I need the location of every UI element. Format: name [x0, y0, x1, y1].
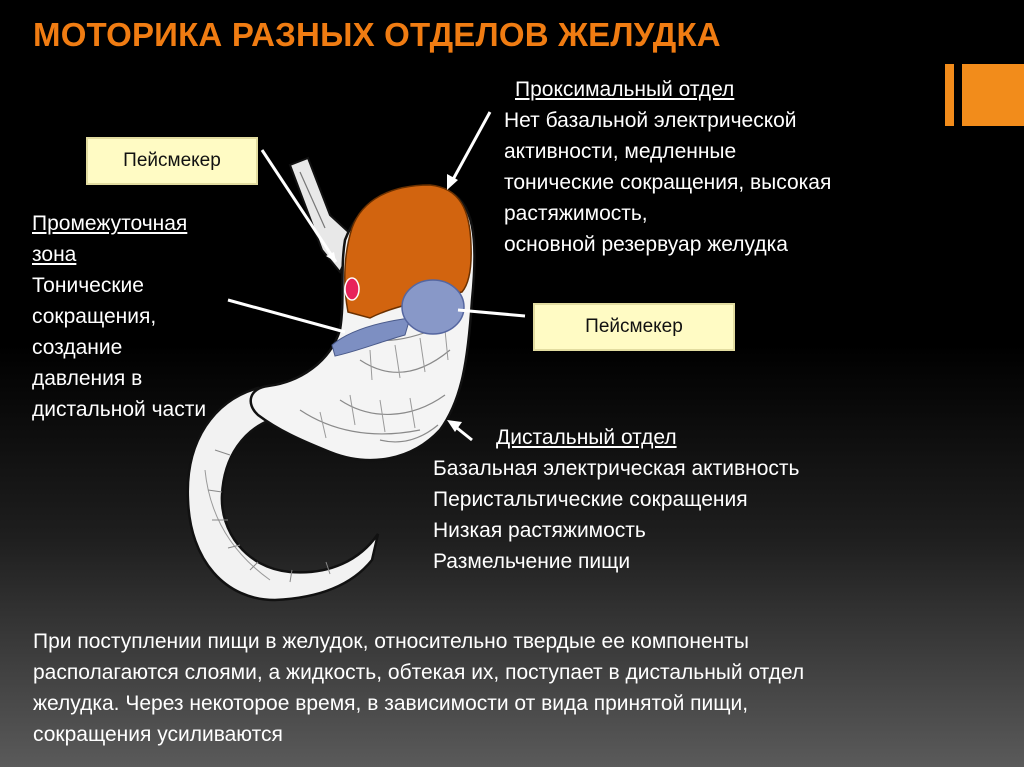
distal-line: Базальная электрическая активность	[433, 457, 800, 480]
pacemaker-label-right	[533, 303, 735, 351]
pacemaker-label-top	[86, 137, 258, 185]
distal-line: Размельчение пищи	[433, 550, 631, 573]
pacemaker-dot	[345, 278, 359, 300]
pointer-line-intermediate	[228, 300, 345, 332]
footer-line: располагаются слоями, а жидкость, обтекая их, поступает в дистальный отдел	[33, 661, 805, 684]
gas-bubble	[402, 280, 464, 334]
proximal-line: Нет базальной электрической	[504, 109, 797, 132]
proximal-line: основной резервуар желудка	[504, 233, 788, 256]
distal-heading: Дистальный отдел	[496, 426, 677, 449]
pointer-line-proximal	[450, 112, 490, 185]
intermediate-heading: зона	[32, 243, 77, 266]
proximal-line: растяжимость,	[504, 202, 648, 225]
intermediate-line: Тонические	[32, 274, 144, 297]
intermediate-section	[32, 208, 242, 425]
pacemaker-label-right-text: Пейсмекер	[585, 316, 683, 337]
distal-line: Низкая растяжимость	[433, 519, 646, 542]
footer-paragraph	[33, 626, 804, 750]
footer-line: желудка. Через некоторое время, в зависимости от вида принятой пищи,	[33, 692, 749, 715]
intermediate-line: давления в	[32, 367, 143, 390]
footer-line: При поступлении пищи в желудок, относительно твердые ее компоненты	[33, 630, 749, 653]
slide-title: МОТОРИКА РАЗНЫХ ОТДЕЛОВ ЖЕЛУДКА	[33, 16, 721, 53]
proximal-section	[504, 74, 831, 260]
intermediate-line: дистальной части	[32, 398, 207, 421]
proximal-heading: Проксимальный отдел	[515, 78, 735, 101]
distal-line: Перистальтические сокращения	[433, 488, 748, 511]
pacemaker-label-top-text: Пейсмекер	[123, 150, 221, 171]
proximal-line: активности, медленные	[504, 140, 737, 163]
proximal-line: тонические сокращения, высокая	[504, 171, 832, 194]
footer-line: сокращения усиливаются	[33, 723, 283, 746]
intermediate-line: сокращения,	[32, 305, 157, 328]
intermediate-line: создание	[32, 336, 123, 359]
intermediate-heading: Промежуточная	[32, 212, 188, 235]
distal-section	[433, 422, 799, 577]
